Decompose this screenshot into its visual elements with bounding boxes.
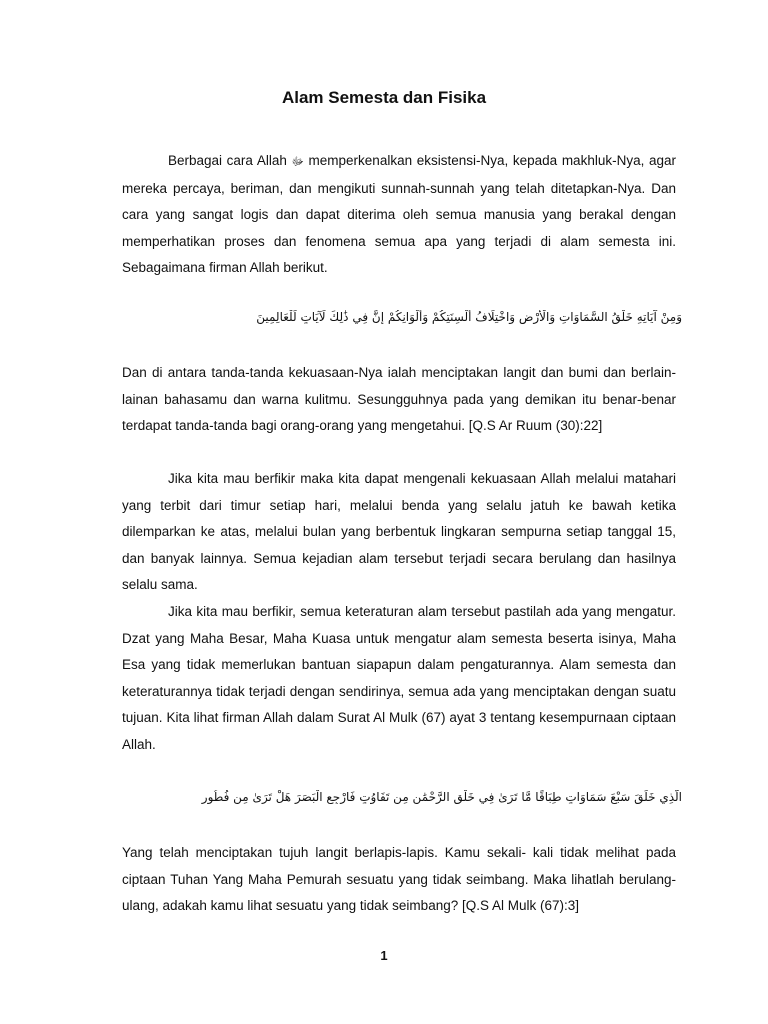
paragraph-reflection: Jika kita mau berfikir maka kita dapat mengenali kekuasaan Allah melalui matahari yang terbit dari timur setiap hari, melalui benda yang selalu jatuh ke bawah ketika dilemparkan ke atas, melalui bulan yang berbentuk lingkaran sempurna setiap tanggal 15, dan banyak lainnya. Semua kejadian alam tersebut terjadi secara berulang dan hasilnya selalu sama.	[122, 471, 676, 592]
translation-al-mulk: Yang telah menciptakan tujuh langit berlapis-lapis. Kamu sekali- kali tidak melihat pada ciptaan Tuhan Yang Maha Pemurah sesuatu yang tidak seimbang. Maka lihatlah berulang-ulang, adakah kamu lihat sesuatu yang tidak seimbang? [Q.S Al Mulk (67):3]	[122, 845, 676, 913]
verse-al-mulk-arabic: الَّذِي خَلَقَ سَبْعَ سَمَاوَاتٍ طِبَاقًا مَّا تَرَىٰ فِي خَلْقِ الرَّحْمَٰنِ مِن تَفَاوُتٍ فَارْجِعِ الْبَصَرَ هَلْ تَرَىٰ مِن فُطُورٍ	[201, 790, 682, 804]
intro-text-start: Berbagai cara Allah	[168, 153, 292, 168]
paragraph-order: Jika kita mau berfikir, semua keteraturan alam tersebut pastilah ada yang mengatur. Dzat yang Maha Besar, Maha Kuasa untuk mengatur alam semesta beserta isinya, Maha Esa yang tidak memerlukan bantuan siapapun dalam pengaturannya. Alam semesta dan keteraturannya tidak terjadi dengan sendirinya, semua ada yang menciptakan dengan suatu tujuan. Kita lihat firman Allah dalam Surat Al Mulk (67) ayat 3 tentang kesempurnaan ciptaan Allah.	[122, 604, 676, 752]
translation-ar-ruum: Dan di antara tanda-tanda kekuasaan-Nya ialah menciptakan langit dan bumi dan berlain-lainan bahasamu dan warna kulitmu. Sesungguhnya pada yang demikan itu benar-benar terdapat tanda-tanda bagi orang-orang yang mengetahui. [Q.S Ar Ruum (30):22]	[122, 365, 676, 433]
intro-paragraph	[122, 148, 676, 282]
page-title: Alam Semesta dan Fisika	[281, 88, 487, 107]
page-number: 1	[380, 948, 388, 963]
verse-ar-ruum-arabic: وَمِنْ آيَاتِهِ خَلْقُ السَّمَاوَاتِ وَالْأَرْضِ وَاخْتِلَافُ أَلْسِنَتِكُمْ وَأَلْوَانِكُمْ إِنَّ فِي ذَٰلِكَ لَآيَاتٍ لِّلْعَالِمِينَ	[256, 310, 682, 324]
intro-text-end: memperkenalkan eksistensi-Nya, kepada makhluk-Nya, agar mereka percaya, beriman, dan mengikuti sunnah-sunnah yang telah ditetapkan-Nya. Dan cara yang sangat logis dan dapat diterima oleh semua manusia yang berakal dengan memperhatikan proses dan fenomena semua apa yang terjadi di alam semesta ini. Sebagaimana firman Allah berikut.	[122, 153, 676, 275]
allah-honorific: ﷻ	[291, 155, 304, 168]
